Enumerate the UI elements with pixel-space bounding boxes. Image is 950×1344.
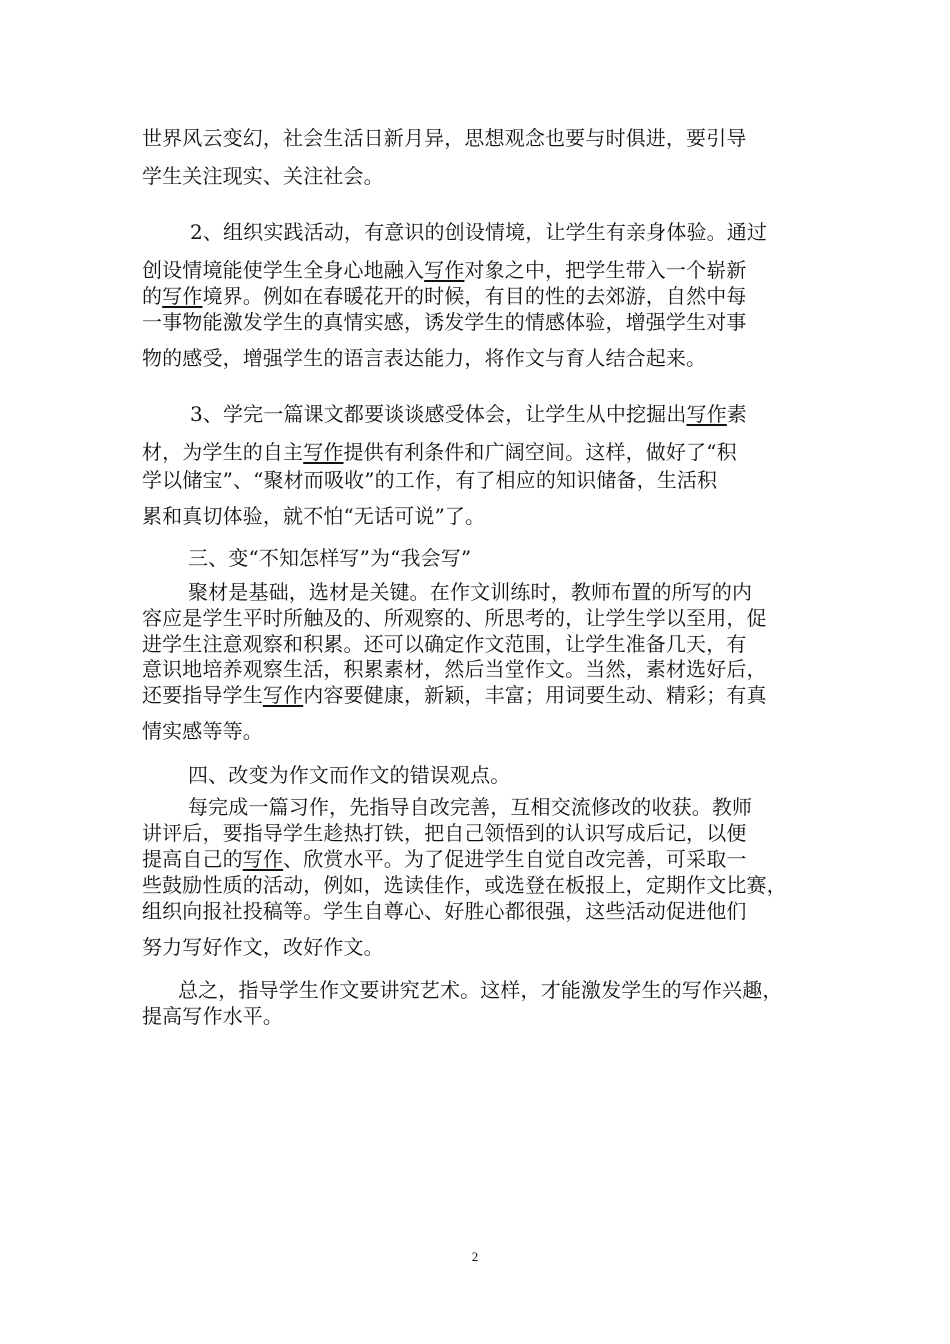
text-line [142, 258, 747, 282]
text-segment: 提高自己的 [142, 847, 243, 871]
text-segment: 素 [726, 402, 747, 426]
text-line [142, 935, 384, 959]
text-segment: 累和真切体验，就不怕“无话可说”了。 [142, 504, 486, 528]
text-segment: 3、学完一篇课文都要谈谈感受体会，让学生从中挖掘出 [190, 402, 687, 426]
text-line [142, 719, 263, 743]
page-number: 2 [471, 1249, 479, 1264]
text-segment: 世界风云变幻，社会生活日新月异，思想观念也要与时俱进，要引导 [142, 126, 747, 150]
text-segment: 、欣赏水平。为了促进学生自觉自改完善，可采取一 [283, 847, 747, 871]
text-segment: 还要指导学生 [142, 683, 263, 707]
text-segment: 提供有利条件和广阔空间。这样，做好了“积 [343, 440, 737, 464]
text-line [142, 440, 737, 464]
text-line [142, 468, 717, 492]
text-segment: 物的感受，增强学生的语言表达能力，将作文与育人结合起来。 [142, 346, 707, 370]
underlined-term: 写作 [424, 258, 465, 282]
text-line [142, 763, 510, 787]
text-line [142, 504, 485, 528]
text-segment: 情实感等等。 [142, 719, 263, 743]
text-line [142, 546, 471, 570]
text-line [142, 606, 767, 630]
text-segment: 创设情境能使学生全身心地融入 [142, 258, 425, 282]
text-line [142, 821, 747, 845]
text-line [142, 220, 767, 244]
text-line [142, 847, 747, 871]
text-line [142, 899, 747, 923]
underlined-term: 写作 [242, 847, 284, 871]
text-segment: 努力写好作文，改好作文。 [142, 935, 384, 959]
text-segment: 总之，指导学生作文要讲究艺术。这样，才能激发学生的写作兴趣， [178, 978, 783, 1002]
text-line [142, 284, 747, 308]
text-line [142, 632, 747, 656]
text-segment: 材，为学生的自主 [142, 440, 304, 464]
text-line [142, 1004, 283, 1028]
text-segment: 每完成一篇习作，先指导自改完善，互相交流修改的收获。教师 [188, 795, 753, 819]
text-line [142, 657, 767, 681]
text-segment: 2、组织实践活动，有意识的创设情境，让学生有亲身体验。通过 [190, 220, 768, 244]
text-segment: 学以储宝”、“聚材而吸收”的工作，有了相应的知识储备，生活积 [142, 468, 718, 492]
text-line [142, 164, 384, 188]
text-line [142, 580, 752, 604]
underlined-term: 写作 [162, 284, 203, 308]
text-segment: 境界。例如在春暖花开的时候，有目的性的去郊游，自然中每 [202, 284, 747, 308]
text-line [142, 346, 706, 370]
text-line [142, 683, 767, 707]
underlined-term: 写作 [686, 402, 727, 426]
text-segment: 容应是学生平时所触及的、所观察的、所思考的，让学生学以至用，促 [142, 606, 767, 630]
text-segment: 聚材是基础，选材是关键。在作文训练时，教师布置的所写的内 [188, 580, 753, 604]
text-line [142, 126, 747, 150]
text-line [142, 873, 787, 897]
text-segment: 的 [142, 284, 163, 308]
text-segment: 些鼓励性质的活动，例如，选读佳作，或选登在板报上，定期作文比赛， [142, 873, 787, 897]
text-line [142, 795, 752, 819]
text-segment: 三、变“不知怎样写”为“我会写” [188, 546, 472, 570]
underlined-term: 写作 [303, 440, 344, 464]
text-line [142, 978, 783, 1002]
text-segment: 内容要健康，新颖，丰富；用词要生动、精彩；有真 [303, 683, 767, 707]
text-segment: 进学生注意观察和积累。还可以确定作文范围，让学生准备几天，有 [142, 632, 747, 656]
text-segment: 讲评后，要指导学生趁热打铁，把自己领悟到的认识写成后记，以便 [142, 821, 747, 845]
text-line [142, 402, 747, 426]
text-segment: 一事物能激发学生的真情实感，诱发学生的情感体验，增强学生对事 [142, 310, 747, 334]
text-segment: 组织向报社投稿等。学生自尊心、好胜心都很强，这些活动促进他们 [142, 899, 747, 923]
text-segment: 提高写作水平。 [142, 1004, 284, 1028]
text-segment: 意识地培养观察生活，积累素材，然后当堂作文。当然，素材选好后， [142, 657, 767, 681]
text-line [142, 310, 747, 334]
text-segment: 学生关注现实、关注社会。 [142, 164, 384, 188]
text-segment: 对象之中，把学生带入一个崭新 [464, 258, 747, 282]
underlined-term: 写作 [262, 683, 304, 707]
text-segment: 四、改变为作文而作文的错误观点。 [188, 763, 511, 787]
